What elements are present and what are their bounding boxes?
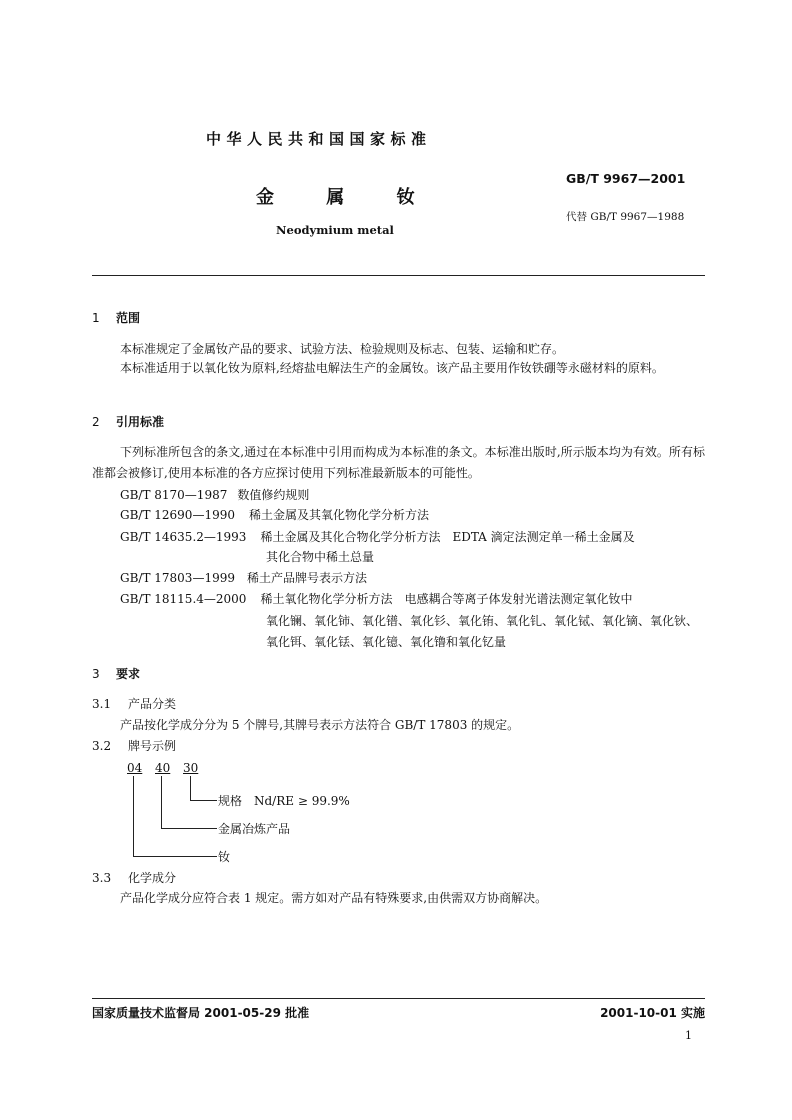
reference-code: GB/T 17803—1999 (120, 571, 235, 585)
reference-title-continued: 其化合物中稀土总量 (266, 550, 375, 564)
subsection-3-3-heading (92, 868, 176, 888)
grade-label-spec: 规格 Nd/RE ≥ 99.9% (218, 794, 350, 808)
section-title: 要求 (116, 667, 141, 681)
connector-line (190, 800, 217, 801)
connector-line (133, 776, 134, 856)
connector-line (161, 828, 217, 829)
implementation-date: 2001-10-01 实施 (600, 1006, 705, 1020)
subsection-3-2-heading (92, 736, 176, 756)
subsection-number: 3.2 (92, 739, 112, 753)
subsection-3-3-text: 产品化学成分应符合表 1 规定。需方如对产品有特殊要求,由供需双方协商解决。 (120, 891, 548, 905)
section-number: 3 (92, 667, 100, 681)
replaces-standard: 代替 GB/T 9967—1988 (566, 211, 685, 223)
reference-title: 稀土金属及其氧化物化学分析方法 (248, 508, 429, 522)
grade-label-product: 金属冶炼产品 (218, 822, 291, 836)
reference-title-continued: 氧化镧、氧化铈、氧化镨、氧化钐、氧化铕、氧化钆、氧化铽、氧化镝、氧化钬、 (266, 614, 699, 628)
section-2-intro: 下列标准所包含的条文,通过在本标准中引用而构成为本标准的条文。本标准出版时,所示版本均为有效。所有标准都会被修订,使用本标准的各方应探讨使用下列标准最新版本的可能性。 (92, 445, 705, 480)
section-title: 引用标准 (116, 415, 165, 429)
grade-code-part: 04 (127, 761, 143, 775)
subsection-title: 产品分类 (128, 697, 177, 711)
grade-code-part: 40 (155, 761, 171, 775)
section-number: 1 (92, 311, 100, 325)
reference-item (120, 505, 429, 525)
header-divider (92, 275, 705, 276)
subsection-title: 化学成分 (128, 871, 177, 885)
subsection-3-1-text: 产品按化学成分分为 5 个牌号,其牌号表示方法符合 GB/T 17803 的规定。 (120, 718, 520, 732)
subsection-title: 牌号示例 (128, 739, 177, 753)
reference-item (120, 589, 632, 609)
reference-code: GB/T 14635.2—1993 (120, 530, 247, 544)
subsection-3-1-heading (92, 694, 176, 714)
title-char-2: 属 (326, 187, 345, 208)
reference-title: 数值修约规则 (237, 488, 310, 502)
connector-line (190, 776, 191, 800)
section-number: 2 (92, 415, 100, 429)
reference-title: 稀土金属及其化合物化学分析方法 EDTA 滴定法测定单一稀土金属及 (260, 530, 635, 544)
connector-line (161, 776, 162, 828)
title-char-1: 金 (256, 187, 274, 208)
reference-code: GB/T 12690—1990 (120, 508, 235, 522)
reference-item (120, 527, 635, 547)
subsection-number: 3.3 (92, 871, 112, 885)
section-title: 范围 (116, 311, 141, 325)
grade-label-element: 钕 (218, 850, 231, 864)
reference-code: GB/T 18115.4—2000 (120, 592, 247, 606)
section-1-paragraph-2: 本标准适用于以氧化钕为原料,经熔盐电解法生产的金属钕。该产品主要用作钕铁硼等永磁材料的原料。 (120, 361, 664, 375)
section-2-heading (92, 413, 164, 430)
reference-title-continued: 氧化铒、氧化铥、氧化镱、氧化镥和氧化钇量 (266, 635, 507, 649)
reference-title: 稀土产品牌号表示方法 (246, 571, 367, 585)
grade-code-part: 30 (183, 761, 199, 775)
reference-code: GB/T 8170—1987 (120, 488, 228, 502)
standard-number: GB/T 9967—2001 (566, 171, 686, 186)
title-char-3: 钕 (396, 187, 415, 208)
reference-title: 稀土氧化物化学分析方法 电感耦合等离子体发射光谱法测定氧化钕中 (260, 592, 633, 606)
section-3-heading (92, 665, 140, 682)
footer-divider (92, 998, 705, 999)
national-standard-heading: 中华人民共和国国家标准 (206, 130, 432, 148)
connector-line (133, 856, 217, 857)
english-title: Neodymium metal (276, 223, 394, 237)
page-number: 1 (685, 1029, 692, 1042)
document-title (256, 183, 415, 209)
section-1-heading (92, 309, 140, 326)
subsection-number: 3.1 (92, 697, 112, 711)
approval-info: 国家质量技术监督局 2001-05-29 批准 (92, 1006, 310, 1020)
section-1-paragraph-1: 本标准规定了金属钕产品的要求、试验方法、检验规则及标志、包装、运输和贮存。 (120, 342, 565, 356)
reference-item (120, 485, 309, 505)
reference-item (120, 568, 367, 588)
